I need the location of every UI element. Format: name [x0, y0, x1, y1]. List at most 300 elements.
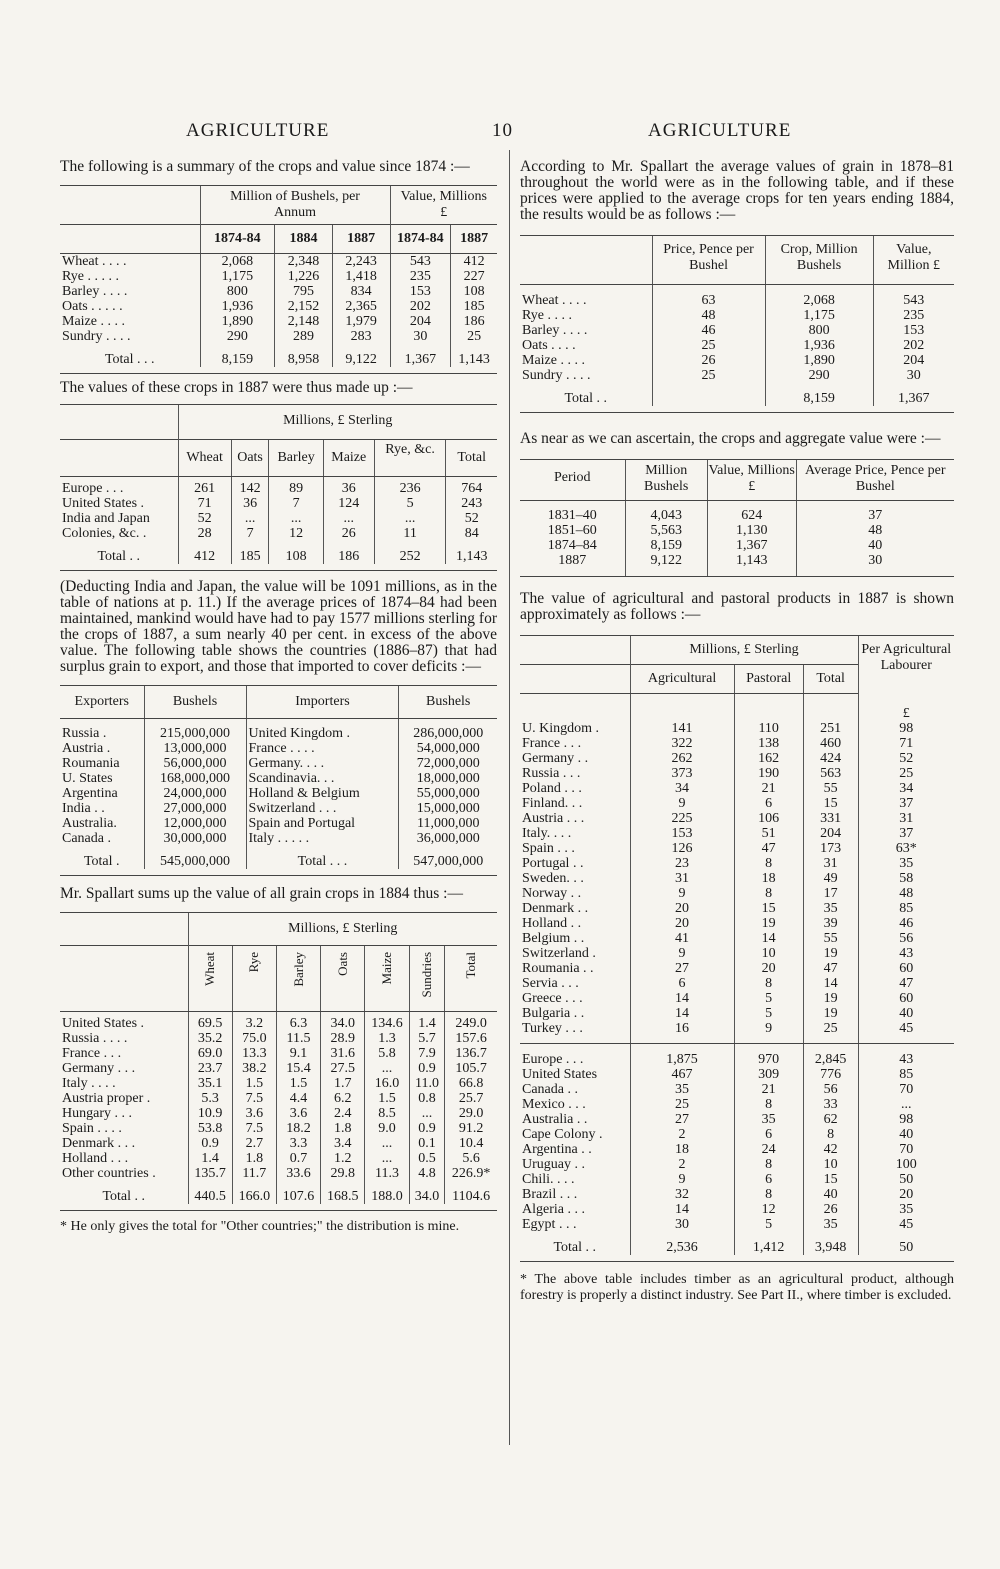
- row-label: France . . .: [522, 735, 582, 751]
- table-row: [520, 1172, 954, 1187]
- table-cell: 69.5: [188, 1016, 232, 1031]
- table-cell: 1,412: [734, 1240, 803, 1255]
- table-cell: ...: [374, 511, 446, 526]
- deduction-paragraph: (Deducting India and Japan, the value will be 1091 millions, as in the table of nations at p. 11.) If the average prices of 1874–84 had been maintained, mankind would have had to pay 1577 millions sterling for the crops of 1887, a sum nearly 40 per cent. in excess of the above value. The following table shows the countries (1886–87) that had surplus grain to export, and those that imported to cover deficits :—: [60, 577, 497, 675]
- table-cell: 5: [374, 496, 446, 511]
- table-cell: 30,000,000: [144, 831, 246, 846]
- table-cell: 18.2: [276, 1121, 320, 1136]
- table-cell: 141: [630, 721, 734, 736]
- table-row: [520, 1187, 954, 1202]
- row-label: 1831–40: [547, 508, 597, 523]
- table-row: [60, 299, 497, 314]
- table-cell: 309: [734, 1067, 803, 1082]
- table-cell: 28: [178, 526, 231, 541]
- row-label: Total . .: [564, 390, 608, 406]
- table-cell: 100: [858, 1157, 954, 1172]
- table-cell: 10.4: [445, 1136, 497, 1151]
- table-cell: 20: [630, 901, 734, 916]
- table-cell: 225: [630, 811, 734, 826]
- row-label: Europe . . .: [522, 1051, 584, 1067]
- table-cell: 3.6: [232, 1106, 276, 1121]
- table-cell: 204: [390, 314, 451, 329]
- table-cell: 23.7: [188, 1061, 232, 1076]
- table-cell: ...: [365, 1136, 409, 1151]
- table-cell: 48: [796, 523, 954, 538]
- table-row: [520, 736, 954, 751]
- table-cell: 1,367: [873, 391, 954, 406]
- table-cell: 10.9: [188, 1106, 232, 1121]
- table-cell: 56: [803, 1082, 858, 1097]
- table-cell: 136.7: [445, 1046, 497, 1061]
- table-cell: 39: [803, 916, 858, 931]
- table-cell: 135.7: [188, 1166, 232, 1181]
- table-cell: 14: [630, 1006, 734, 1021]
- table-cell: 45: [858, 1217, 954, 1232]
- column-header: Agricultural: [630, 665, 734, 694]
- table-cell: 24,000,000: [144, 786, 246, 801]
- table-cell: 322: [630, 736, 734, 751]
- table-cell: 35: [630, 1082, 734, 1097]
- row-label: Rye . . . .: [522, 307, 572, 323]
- table-cell: 23: [630, 856, 734, 871]
- table-cell: 50: [858, 1240, 954, 1255]
- row-label: Austria .: [62, 741, 111, 756]
- table-cell: 105.7: [445, 1061, 497, 1076]
- row-label: Maize . . . .: [522, 352, 585, 368]
- row-label: Argentina . .: [522, 1141, 592, 1157]
- table-cell: 776: [803, 1067, 858, 1082]
- row-label: Switzerland .: [522, 945, 596, 961]
- table-cell: 3.2: [232, 1016, 276, 1031]
- year-header: 1874-84: [390, 225, 451, 254]
- left-footnote: * He only gives the total for "Other countries;" the distribution is mine.: [60, 1218, 460, 1234]
- row-label: Egypt . . .: [522, 1216, 577, 1232]
- table-cell: 27.5: [321, 1061, 365, 1076]
- column-group-sterling: Millions, £ Sterling: [188, 913, 497, 946]
- table-cell: 18: [734, 871, 803, 886]
- table-cell: 30: [873, 368, 954, 383]
- table-cell: 8: [734, 1157, 803, 1172]
- table-cell: 2,243: [332, 254, 390, 270]
- row-label: Australia.: [62, 816, 117, 831]
- table-cell: 106: [734, 811, 803, 826]
- row-label: United States .: [62, 495, 145, 511]
- left-running-header: AGRICULTURE: [186, 120, 330, 141]
- table-cell: 8: [803, 1127, 858, 1142]
- table-cell: 5.3: [188, 1091, 232, 1106]
- table-row: [60, 314, 497, 329]
- table-cell: 27: [630, 1112, 734, 1127]
- table-cell: 37: [858, 796, 954, 811]
- table-cell: 34.0: [321, 1016, 365, 1031]
- table-cell: 35: [858, 856, 954, 871]
- table-cell: 47: [734, 841, 803, 856]
- table-cell: 48: [652, 308, 765, 323]
- table-cell: 34: [858, 781, 954, 796]
- table-cell: 1.4: [188, 1151, 232, 1166]
- table-cell: 202: [873, 338, 954, 353]
- table-cell: 1,130: [707, 523, 796, 538]
- table-cell: United Kingdom .: [246, 726, 399, 741]
- table-cell: 2: [630, 1157, 734, 1172]
- table-row: [60, 269, 497, 284]
- column-header: Maize: [378, 952, 394, 985]
- table-cell: 543: [873, 293, 954, 308]
- row-label: Barley . . . .: [62, 284, 128, 299]
- table-cell: 55,000,000: [399, 786, 497, 801]
- crops-summary-intro: The following is a summary of the crops and value since 1874 :—: [60, 158, 470, 175]
- table-cell: 62: [803, 1112, 858, 1127]
- table-row: [520, 1142, 954, 1157]
- table-cell: 40: [858, 1127, 954, 1142]
- row-label: India and Japan: [62, 510, 150, 526]
- row-label: Uruguay . .: [522, 1156, 585, 1172]
- table-row: [520, 1052, 954, 1067]
- table-cell: 9: [630, 1172, 734, 1187]
- grain-crops-1884-table: [60, 912, 497, 1204]
- table-row: [520, 1097, 954, 1112]
- table-cell: 0.1: [409, 1136, 445, 1151]
- table-cell: 52: [178, 511, 231, 526]
- table-cell: 18: [630, 1142, 734, 1157]
- table-cell: 545,000,000: [144, 854, 246, 869]
- table-cell: 50: [858, 1172, 954, 1187]
- right-running-header: AGRICULTURE: [648, 120, 792, 141]
- row-label: 1887: [558, 553, 587, 568]
- row-label: Russia . . .: [522, 765, 581, 781]
- crop-values-body: [60, 481, 497, 541]
- column-header: Total: [803, 665, 858, 694]
- table-cell: 43: [858, 946, 954, 961]
- table-cell: 1.8: [321, 1121, 365, 1136]
- table-cell: 35: [858, 1202, 954, 1217]
- row-label: Barley . . . .: [522, 322, 588, 338]
- table-row: [60, 1091, 497, 1106]
- row-label: Maize . . . .: [62, 314, 125, 329]
- table-cell: 45: [858, 1021, 954, 1036]
- column-header: Million Bushels: [625, 459, 707, 500]
- table-cell: ...: [409, 1106, 445, 1121]
- table-cell: 624: [707, 508, 796, 523]
- column-header: Exporters: [60, 685, 144, 718]
- table-cell: 0.8: [409, 1091, 445, 1106]
- table-cell: 1.2: [321, 1151, 365, 1166]
- table-cell: 9.0: [365, 1121, 409, 1136]
- table-cell: 63: [652, 293, 765, 308]
- table-cell: 153: [630, 826, 734, 841]
- table-cell: 1,367: [390, 352, 451, 367]
- average-values-body: [520, 293, 954, 383]
- column-header: Total: [463, 952, 479, 979]
- column-header: Barley: [269, 440, 323, 477]
- table-cell: 168.5: [321, 1189, 365, 1204]
- table-cell: ...: [365, 1151, 409, 1166]
- table-cell: 142: [231, 481, 269, 496]
- table-cell: 66.8: [445, 1076, 497, 1091]
- table-row: [60, 526, 497, 541]
- table-row: [60, 801, 497, 816]
- table-cell: 56,000,000: [144, 756, 246, 771]
- table-cell: 5: [734, 1217, 803, 1232]
- unit-label: £: [858, 694, 954, 721]
- table-row: [520, 293, 954, 308]
- table-cell: 1.3: [365, 1031, 409, 1046]
- table-cell: 19: [803, 991, 858, 1006]
- table-cell: 157.6: [445, 1031, 497, 1046]
- table-cell: 2,068: [200, 254, 275, 270]
- table-cell: 1,890: [200, 314, 275, 329]
- table-cell: [652, 391, 765, 406]
- table-row: [60, 1046, 497, 1061]
- table-cell: 3.6: [276, 1106, 320, 1121]
- year-header: 1887: [332, 225, 390, 254]
- left-column: [60, 150, 497, 1235]
- row-label: Colonies, &c. .: [62, 525, 147, 541]
- column-header: Sundries: [418, 952, 434, 998]
- table-cell: 11.0: [409, 1076, 445, 1091]
- table-cell: 53.8: [188, 1121, 232, 1136]
- column-header: Oats: [231, 440, 269, 477]
- table-cell: 9: [734, 1021, 803, 1036]
- grain-crops-intro: Mr. Spallart sums up the value of all grain crops in 1884 thus :—: [60, 885, 463, 902]
- table-cell: 800: [200, 284, 275, 299]
- row-label: 1874–84: [547, 538, 597, 553]
- column-header: Oats: [334, 952, 350, 976]
- table-cell: 1104.6: [445, 1189, 497, 1204]
- table-row: [520, 1157, 954, 1172]
- table-cell: 1.5: [365, 1091, 409, 1106]
- table-cell: Germany. . . .: [246, 756, 399, 771]
- column-group-value: Value, Millions £: [390, 186, 497, 225]
- table-cell: 1.5: [276, 1076, 320, 1091]
- row-label: Norway . .: [522, 885, 582, 901]
- table-row: [520, 841, 954, 856]
- table-row: [60, 1136, 497, 1151]
- exporters-importers-body: [60, 726, 497, 846]
- table-cell: 36,000,000: [399, 831, 497, 846]
- table-cell: 543: [390, 254, 451, 270]
- column-group-sterling: Millions, £ Sterling: [630, 636, 858, 665]
- table-cell: 286,000,000: [399, 726, 497, 741]
- table-cell: 26: [323, 526, 374, 541]
- row-label: Portugal . .: [522, 855, 584, 871]
- table-row: [60, 1106, 497, 1121]
- table-cell: 2,365: [332, 299, 390, 314]
- table-row: [60, 1121, 497, 1136]
- row-label: Hungary . . .: [62, 1105, 132, 1121]
- row-label: Belgium . .: [522, 930, 585, 946]
- table-cell: 40: [796, 538, 954, 553]
- column-header: Wheat: [202, 952, 218, 986]
- table-cell: 7: [231, 526, 269, 541]
- table-cell: 63*: [858, 841, 954, 856]
- table-cell: 1.7: [321, 1076, 365, 1091]
- column-header: Per Agricultural Labourer: [858, 636, 954, 694]
- table-row: [520, 946, 954, 961]
- table-cell: 14: [803, 976, 858, 991]
- table-cell: 1,143: [451, 352, 497, 367]
- table-cell: 6: [734, 796, 803, 811]
- table-cell: 25: [630, 1097, 734, 1112]
- table-cell: 2,148: [275, 314, 333, 329]
- column-group-sterling: Millions, £ Sterling: [178, 405, 497, 440]
- table-cell: 262: [630, 751, 734, 766]
- table-cell: 35: [734, 1112, 803, 1127]
- year-header: 1884: [275, 225, 333, 254]
- row-label: Finland. . .: [522, 795, 583, 811]
- table-cell: 138: [734, 736, 803, 751]
- row-label: Oats . . . .: [522, 337, 576, 353]
- table-cell: 2,845: [803, 1052, 858, 1067]
- table-cell: 15,000,000: [399, 801, 497, 816]
- table-row: [520, 1067, 954, 1082]
- table-cell: 8: [734, 976, 803, 991]
- table-cell: 19: [803, 946, 858, 961]
- table-cell: 8.5: [365, 1106, 409, 1121]
- table-cell: 6: [734, 1172, 803, 1187]
- table-row: [60, 1076, 497, 1091]
- row-label: Servia . . .: [522, 975, 579, 991]
- grain-crops-total: [60, 1189, 497, 1204]
- table-cell: 11,000,000: [399, 816, 497, 831]
- table-cell: 188.0: [365, 1189, 409, 1204]
- table-cell: 35: [803, 1217, 858, 1232]
- row-label: Algeria . . .: [522, 1201, 585, 1217]
- table-cell: 20: [858, 1187, 954, 1202]
- row-label: Russia .: [62, 726, 107, 741]
- table-row: [60, 1061, 497, 1076]
- table-cell: 108: [451, 284, 497, 299]
- column-header: Maize: [323, 440, 374, 477]
- table-cell: ...: [858, 1097, 954, 1112]
- table-cell: 7: [269, 496, 323, 511]
- row-label: Sweden. . .: [522, 870, 584, 886]
- row-label: Cape Colony .: [522, 1126, 603, 1142]
- table-cell: 70: [858, 1082, 954, 1097]
- row-label: Italy . . . .: [62, 1075, 116, 1091]
- table-cell: 460: [803, 736, 858, 751]
- row-label: Oats . . . . .: [62, 299, 123, 314]
- table-cell: 32: [630, 1187, 734, 1202]
- table-row: [520, 368, 954, 383]
- table-row: [520, 796, 954, 811]
- table-cell: 834: [332, 284, 390, 299]
- table-cell: 9: [630, 796, 734, 811]
- table-cell: 34: [630, 781, 734, 796]
- table-cell: 373: [630, 766, 734, 781]
- table-cell: 7.5: [232, 1121, 276, 1136]
- table-cell: 185: [231, 549, 269, 564]
- column-header: Value, Million £: [873, 236, 954, 285]
- table-cell: 8: [734, 1097, 803, 1112]
- table-cell: 204: [873, 353, 954, 368]
- table-row: [60, 726, 497, 741]
- table-row: [520, 991, 954, 1006]
- products-intro: The value of agricultural and pastoral products in 1887 is shown approximately as follows :—: [520, 590, 954, 623]
- row-label: Wheat . . . .: [522, 292, 587, 308]
- table-cell: 75.0: [232, 1031, 276, 1046]
- row-label: Spain . . .: [522, 840, 575, 856]
- row-label: Poland . . .: [522, 780, 582, 796]
- table-cell: 46: [652, 323, 765, 338]
- table-row: [60, 771, 497, 786]
- row-label: India . .: [62, 801, 105, 816]
- table-cell: 37: [796, 508, 954, 523]
- table-cell: 58: [858, 871, 954, 886]
- row-label: U. Kingdom .: [522, 720, 599, 736]
- table-cell: 2.4: [321, 1106, 365, 1121]
- agricultural-pastoral-table: [520, 635, 954, 1255]
- table-cell: 126: [630, 841, 734, 856]
- row-label: Russia . . . .: [62, 1030, 128, 1046]
- table-cell: 8: [734, 886, 803, 901]
- table-cell: 43: [858, 1052, 954, 1067]
- table-row: [520, 901, 954, 916]
- table-cell: 7.5: [232, 1091, 276, 1106]
- aggregate-intro: As near as we can ascertain, the crops and aggregate value were :—: [520, 429, 941, 447]
- table-cell: 25.7: [445, 1091, 497, 1106]
- row-label: Argentina: [62, 786, 118, 801]
- table-cell: 19: [803, 1006, 858, 1021]
- table-cell: 31: [803, 856, 858, 871]
- table-cell: 72,000,000: [399, 756, 497, 771]
- table-cell: 13.3: [232, 1046, 276, 1061]
- average-values-table: [520, 235, 954, 406]
- table-cell: 15: [803, 1172, 858, 1187]
- table-row: [520, 353, 954, 368]
- table-cell: 11.5: [276, 1031, 320, 1046]
- table-cell: 30: [796, 553, 954, 568]
- products-by-country-body: [520, 721, 954, 1036]
- table-row: [520, 916, 954, 931]
- row-label: Spain . . . .: [62, 1120, 122, 1136]
- table-cell: 190: [734, 766, 803, 781]
- table-cell: 283: [332, 329, 390, 344]
- table-cell: Total . . .: [246, 854, 399, 869]
- table-row: [520, 523, 954, 538]
- row-label: Bulgaria . .: [522, 1005, 585, 1021]
- table-cell: 186: [451, 314, 497, 329]
- table-row: [520, 1127, 954, 1142]
- table-cell: 29.8: [321, 1166, 365, 1181]
- table-row: [520, 538, 954, 553]
- table-cell: 36: [231, 496, 269, 511]
- table-cell: 440.5: [188, 1189, 232, 1204]
- table-cell: 252: [374, 549, 446, 564]
- table-cell: 202: [390, 299, 451, 314]
- table-cell: 412: [451, 254, 497, 270]
- table-cell: 5.8: [365, 1046, 409, 1061]
- row-label: Roumania . .: [522, 960, 594, 976]
- table-cell: 11: [374, 526, 446, 541]
- table-cell: 1,979: [332, 314, 390, 329]
- table-cell: 1,936: [765, 338, 873, 353]
- table-cell: 15.4: [276, 1061, 320, 1076]
- table-cell: 290: [200, 329, 275, 344]
- column-header: Value, Millions £: [707, 459, 796, 500]
- table-cell: 235: [873, 308, 954, 323]
- column-group-bushels: Million of Bushels, per Annum: [200, 186, 390, 225]
- products-total: [520, 1240, 954, 1255]
- table-cell: 0.9: [188, 1136, 232, 1151]
- table-cell: 261: [178, 481, 231, 496]
- table-row: [60, 284, 497, 299]
- table-cell: 10: [734, 946, 803, 961]
- table-row: [60, 741, 497, 756]
- row-label: Roumania: [62, 756, 120, 771]
- table-cell: 764: [446, 481, 497, 496]
- table-cell: 24: [734, 1142, 803, 1157]
